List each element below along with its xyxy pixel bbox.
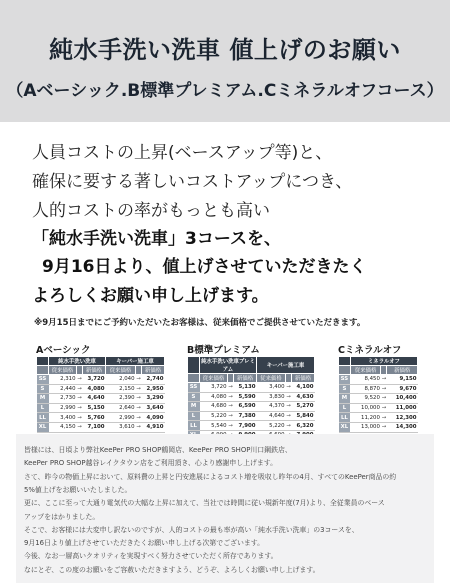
- price-row: [339, 403, 418, 413]
- new-price-header: 新価格: [387, 366, 418, 375]
- message-line: なにとぞ、この度のお願いをご容赦いただきますよう、どうぞ、よろしくお願い申し上げます。: [24, 565, 320, 574]
- old-price-cell: 4,680: [200, 402, 228, 412]
- lead-line-2: 確保に要する著しいコストアップにつき、: [32, 172, 353, 192]
- price-row: [37, 375, 165, 385]
- new-price-cell: 14,300: [387, 422, 418, 432]
- group-header: キーパー施工車: [106, 357, 165, 366]
- message-line: 更に、ここに至って大通り電気代の大幅な上昇に加えて、当社では時間に従い規新年度(7月)より、全従業員のベース: [24, 499, 385, 508]
- message-line: そこで、お客様には大変申し訳ないのですが、人的コストの最も率が高い「純水手洗い洗車」の3コースを、: [24, 525, 359, 534]
- old-price-cell: 4,150: [49, 422, 77, 432]
- new-price-cell: 4,100: [292, 383, 315, 393]
- old-price-cell: 4,080: [200, 392, 228, 402]
- new-price-cell: 4,080: [83, 384, 106, 394]
- arrow-icon: →: [228, 413, 233, 420]
- new-price-cell: 4,090: [142, 413, 165, 423]
- old-price-cell: 2,040: [106, 375, 136, 385]
- arrow-icon: →: [381, 414, 387, 421]
- course-c-price-table: [338, 356, 418, 433]
- old-price-header: 従来価格: [350, 366, 381, 375]
- old-price-cell: 3,610: [106, 422, 136, 432]
- new-price-header: 新価格: [234, 374, 257, 383]
- lead-line-1: 人員コストの上昇(ベースアップ等)と、: [32, 143, 333, 163]
- price-row: [188, 402, 315, 412]
- price-row: [188, 411, 315, 421]
- arrow-icon: →: [381, 405, 387, 412]
- new-price-header: 新価格: [142, 366, 165, 375]
- old-price-cell: 2,730: [49, 394, 77, 404]
- old-price-cell: 10,000: [350, 403, 381, 413]
- old-price-cell: 4,370: [257, 402, 286, 412]
- page-subtitle: （Aベーシック.B標準プレミアム.Cミネラルオフコース）: [6, 81, 444, 101]
- arrow-icon: →: [136, 395, 141, 402]
- course-a-price-table: [36, 356, 165, 433]
- course-a-rows: [37, 375, 165, 433]
- new-price-cell: 3,720: [83, 375, 106, 385]
- old-price-cell: 2,440: [49, 384, 77, 394]
- old-price-cell: 8,450: [350, 375, 381, 385]
- old-price-cell: 5,220: [257, 421, 286, 431]
- new-price-cell: 6,590: [234, 402, 257, 412]
- price-row: [339, 413, 418, 423]
- arrow-icon: →: [136, 385, 141, 392]
- course-b-price-table: [187, 356, 315, 441]
- new-price-cell: 9,670: [387, 384, 418, 394]
- reservation-note: ※9月15日までにご予約いただいたお客様は、従来価格でご提供させていただきます。: [34, 318, 366, 328]
- size-cell: L: [339, 403, 351, 413]
- old-price-cell: 2,640: [106, 403, 136, 413]
- price-row: [188, 383, 315, 393]
- new-price-cell: 4,640: [83, 394, 106, 404]
- arrow-icon: →: [77, 405, 82, 412]
- old-price-cell: 3,400: [49, 413, 77, 423]
- size-cell: L: [37, 403, 49, 413]
- old-price-header: 従来価格: [49, 366, 77, 375]
- message-line: さて、昨今の物価上昇において、原料費の上昇と円安進展によるコスト増を吸収し昨年の4月、すべてのKeePer商品の約: [24, 472, 397, 481]
- price-row: [188, 392, 315, 402]
- size-cell: SS: [188, 383, 200, 393]
- new-price-cell: 5,590: [234, 392, 257, 402]
- new-price-cell: 6,320: [292, 421, 315, 431]
- message-line: 9月16日より値上げさせていただきたくお願い申し上げる次第でございます。: [24, 539, 264, 548]
- new-price-header: 新価格: [292, 374, 315, 383]
- arrow-icon: →: [286, 393, 291, 400]
- old-price-cell: 11,200: [350, 413, 381, 423]
- new-price-cell: 4,910: [142, 422, 165, 432]
- old-price-cell: 5,220: [200, 411, 228, 421]
- price-row: [339, 422, 418, 432]
- old-price-cell: 3,830: [257, 392, 286, 402]
- price-row: [339, 384, 418, 394]
- new-price-cell: 7,100: [83, 422, 106, 432]
- arrow-icon: →: [77, 385, 82, 392]
- size-cell: SS: [37, 375, 49, 385]
- arrow-icon: →: [286, 422, 291, 429]
- price-row: [37, 394, 165, 404]
- arrow-icon: →: [286, 413, 291, 420]
- group-header: 純水手洗い洗車: [49, 357, 106, 366]
- old-price-cell: 5,540: [200, 421, 228, 431]
- lead-line-3: 人的コストの率がもっとも高い: [32, 201, 270, 221]
- arrow-icon: →: [136, 424, 141, 431]
- message-line: KeePer PRO SHOP越谷レイクタウン店をご利用頂き、心より感謝申し上げます。: [24, 459, 278, 468]
- old-price-cell: 4,640: [257, 411, 286, 421]
- old-price-cell: 2,990: [49, 403, 77, 413]
- new-price-cell: 4,630: [292, 392, 315, 402]
- new-price-cell: 5,760: [83, 413, 106, 423]
- page-title: 純水手洗い洗車 値上げのお願い: [49, 36, 401, 64]
- old-price-header: 従来価格: [257, 374, 286, 383]
- new-price-cell: 5,150: [83, 403, 106, 413]
- new-price-header: 新価格: [83, 366, 106, 375]
- arrow-icon: →: [228, 384, 233, 391]
- new-price-cell: 10,400: [387, 394, 418, 404]
- course-b-title: B標準プレミアム: [187, 345, 260, 356]
- course-c-section: [338, 342, 418, 433]
- new-price-cell: 5,130: [234, 383, 257, 393]
- message-line: 5%値上げをお願いいたしました。: [24, 485, 132, 494]
- size-cell: S: [339, 384, 351, 394]
- old-price-cell: 3,400: [257, 383, 286, 393]
- new-price-cell: 2,740: [142, 375, 165, 385]
- message-line: アップをはかりました。: [24, 512, 100, 521]
- arrow-icon: →: [228, 422, 233, 429]
- old-price-cell: 2,990: [106, 413, 136, 423]
- new-price-cell: 5,270: [292, 402, 315, 412]
- arrow-icon: →: [228, 393, 233, 400]
- price-row: [188, 421, 315, 431]
- group-header: キーパー施工車: [257, 357, 315, 374]
- course-a-title: Aベーシック: [36, 345, 91, 356]
- lead-line-4: 「純水手洗い洗車」3コースを、: [32, 229, 281, 249]
- price-row: [37, 413, 165, 423]
- arrow-icon: →: [77, 395, 82, 402]
- arrow-icon: →: [381, 395, 387, 402]
- size-cell: LL: [188, 421, 200, 431]
- size-cell: M: [37, 394, 49, 404]
- message-line: 皆様には、日頃より弊社KeePer PRO SHOP鶴岡店、KeePer PRO SHOP川口鋼鉄店、: [24, 446, 292, 454]
- size-cell: LL: [37, 413, 49, 423]
- size-cell: S: [37, 384, 49, 394]
- old-price-cell: 2,390: [106, 394, 136, 404]
- arrow-icon: →: [381, 376, 387, 383]
- price-row: [37, 384, 165, 394]
- old-price-cell: 13,000: [350, 422, 381, 432]
- arrow-icon: →: [286, 384, 291, 391]
- lead-line-6: よろしくお願い申し上げます。: [32, 286, 269, 306]
- old-price-header: 従来価格: [200, 374, 228, 383]
- size-cell: LL: [339, 413, 351, 423]
- arrow-icon: →: [77, 414, 82, 421]
- new-price-cell: 3,290: [142, 394, 165, 404]
- course-b-rows: [188, 383, 315, 441]
- size-cell: M: [339, 394, 351, 404]
- arrow-icon: →: [381, 385, 387, 392]
- new-price-cell: 3,640: [142, 403, 165, 413]
- new-price-cell: 12,300: [387, 413, 418, 423]
- course-c-rows: [339, 375, 418, 433]
- arrow-icon: →: [136, 414, 141, 421]
- arrow-icon: →: [77, 376, 82, 383]
- price-row: [37, 403, 165, 413]
- course-b-section: [187, 342, 336, 441]
- size-cell: S: [188, 392, 200, 402]
- old-price-cell: 9,520: [350, 394, 381, 404]
- new-price-cell: 7,380: [234, 411, 257, 421]
- new-price-cell: 2,950: [142, 384, 165, 394]
- size-cell: L: [188, 411, 200, 421]
- message-line: 今後、なお一層高いクオリティを実現すべく努力させていただく所存であります。: [24, 552, 278, 561]
- price-row: [37, 422, 165, 432]
- old-price-cell: 2,150: [106, 384, 136, 394]
- arrow-icon: →: [136, 376, 141, 383]
- price-row: [339, 375, 418, 385]
- lead-line-5: 9月16日より、値上げさせていただきたく: [42, 257, 367, 277]
- course-c-title: Cミネラルオフ: [338, 345, 402, 356]
- old-price-cell: 8,870: [350, 384, 381, 394]
- new-price-cell: 5,840: [292, 411, 315, 421]
- new-price-cell: 11,000: [387, 403, 418, 413]
- arrow-icon: →: [381, 424, 387, 431]
- title-banner: [0, 0, 450, 122]
- group-header: 純水手洗い洗車プレミアム: [200, 357, 257, 374]
- size-cell: SS: [339, 375, 351, 385]
- arrow-icon: →: [77, 424, 82, 431]
- new-price-cell: 9,150: [387, 375, 418, 385]
- new-price-cell: 7,900: [234, 421, 257, 431]
- arrow-icon: →: [228, 403, 233, 410]
- old-price-header: 従来価格: [106, 366, 136, 375]
- size-cell: XL: [339, 422, 351, 432]
- arrow-icon: →: [286, 403, 291, 410]
- size-cell: XL: [37, 422, 49, 432]
- group-header: ミネラルオフ: [350, 357, 417, 366]
- old-price-cell: 2,310: [49, 375, 77, 385]
- price-row: [339, 394, 418, 404]
- old-price-cell: 3,720: [200, 383, 228, 393]
- arrow-icon: →: [136, 405, 141, 412]
- size-cell: M: [188, 402, 200, 412]
- course-a-section: [36, 342, 186, 433]
